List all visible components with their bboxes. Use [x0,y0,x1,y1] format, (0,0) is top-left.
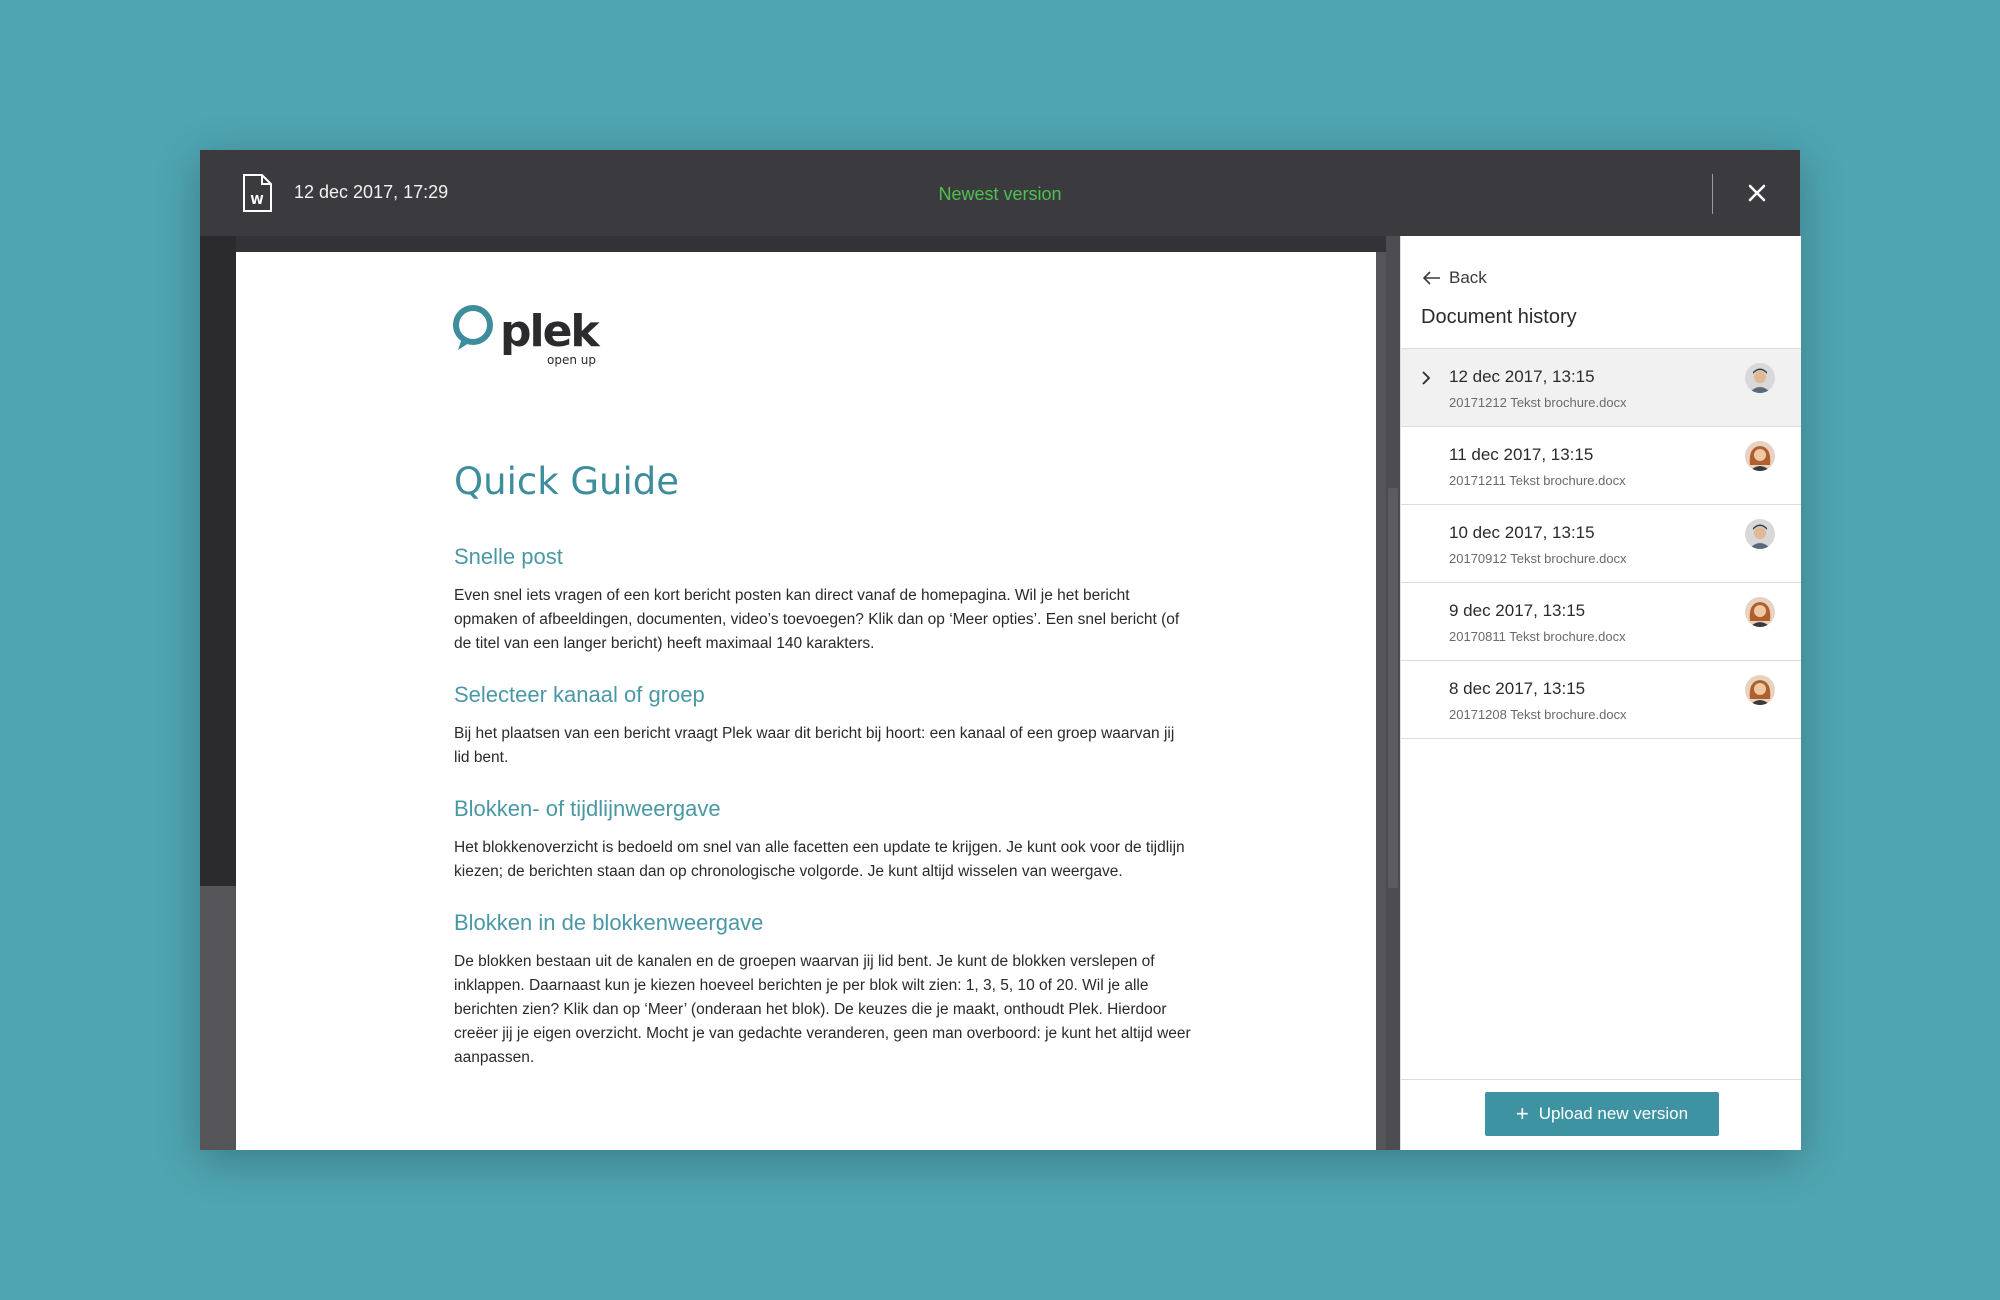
logo-text: plek [500,306,598,357]
history-item[interactable] [1401,661,1801,739]
section-body: De blokken bestaan uit de kanalen en de groepen waarvan jij lid bent. Je kunt de blokken verslepen of inklappen. Daarnaast kun je kiezen hoeveel berichten je per blok wilt zien: 1, 3, 5, 10 of 20. Wil je alle berichten zien? Klik dan op ‘Meer’ (onderaan het blok). De keuzes die je maakt, onthoudt Plek. Hierdoor creëer jij je eigen overzicht. Mocht je van gedachte veranderen, geen man overboord: je kunt het altijd weer aanpassen. [454,953,1191,1066]
history-filename: 20171208 Tekst brochure.docx [1449,707,1627,722]
document-history-panel [1400,236,1801,1150]
svg-text:W: W [250,193,264,207]
document-preview-area[interactable] [200,236,1400,1150]
plek-logo [452,298,602,378]
document-date: 12 dec 2017, 17:29 [294,182,449,202]
upload-new-version-button[interactable] [1485,1092,1719,1136]
chevron-right-icon [1419,371,1433,385]
panel-title: Document history [1421,306,1577,328]
history-date: 8 dec 2017, 13:15 [1449,679,1586,698]
section-body: Even snel iets vragen of een kort bericht posten kan direct vanaf de homepagina. Wil je het bericht opmaken of afbeeldingen, documenten, video’s toevoegen? Klik dan op ‘Meer opties’. Een snel bericht (of de titel van een langer bericht) heeft maximaal 140 karakters. [454,587,1180,652]
history-list [1401,348,1801,739]
document-title: Quick Guide [454,460,680,503]
avatar [1745,441,1775,471]
logo-tagline: open up [547,353,596,367]
avatar [1745,363,1775,393]
back-label: Back [1449,268,1487,287]
header-divider [1712,174,1713,214]
history-date: 11 dec 2017, 13:15 [1449,445,1594,464]
avatar [1745,675,1775,705]
version-status: Newest version [938,184,1062,204]
history-date: 10 dec 2017, 13:15 [1449,523,1595,542]
viewer-header [200,150,1800,236]
section-heading: Blokken- of tijdlijnweergave [454,796,721,821]
section-body: Bij het plaatsen van een bericht vraagt Plek waar dit bericht bij hoort: een kanaal of een groep waarvan jij lid bent. [454,725,1175,766]
background-app-ghost-top [236,236,1400,252]
back-link[interactable] [1423,268,1487,288]
history-filename: 20171212 Tekst brochure.docx [1449,395,1627,410]
history-item[interactable] [1401,349,1801,427]
preview-scrollbar-thumb[interactable] [1388,488,1398,888]
history-item[interactable] [1401,505,1801,583]
history-date: 12 dec 2017, 13:15 [1449,367,1595,386]
section-body: Het blokkenoverzicht is bedoeld om snel van alle facetten een update te krijgen. Je kunt ook voor de tijdlijn kiezen; de berichten staan dan op chronologische volgorde. Je kunt altijd wisselen van weergave. [454,839,1185,880]
arrow-left-icon [1423,271,1441,285]
history-filename: 20170912 Tekst brochure.docx [1449,551,1627,566]
avatar [1745,519,1775,549]
upload-button-label: Upload new version [1538,1104,1689,1123]
history-filename: 20171211 Tekst brochure.docx [1449,473,1626,488]
history-item[interactable] [1401,583,1801,661]
avatar [1745,597,1775,627]
history-filename: 20170811 Tekst brochure.docx [1449,629,1626,644]
history-item[interactable] [1401,427,1801,505]
section-heading: Selecteer kanaal of groep [454,682,705,707]
document-viewer-modal [200,150,1800,1150]
document-page [236,252,1376,1150]
document-sections [454,544,1194,1096]
panel-footer [1401,1079,1801,1150]
section-heading: Snelle post [454,544,563,569]
history-date: 9 dec 2017, 13:15 [1449,601,1586,620]
close-icon[interactable] [1740,176,1774,210]
plus-icon: + [1515,1101,1529,1126]
section-heading: Blokken in de blokkenweergave [454,910,764,935]
background-app-ghost [200,236,236,886]
